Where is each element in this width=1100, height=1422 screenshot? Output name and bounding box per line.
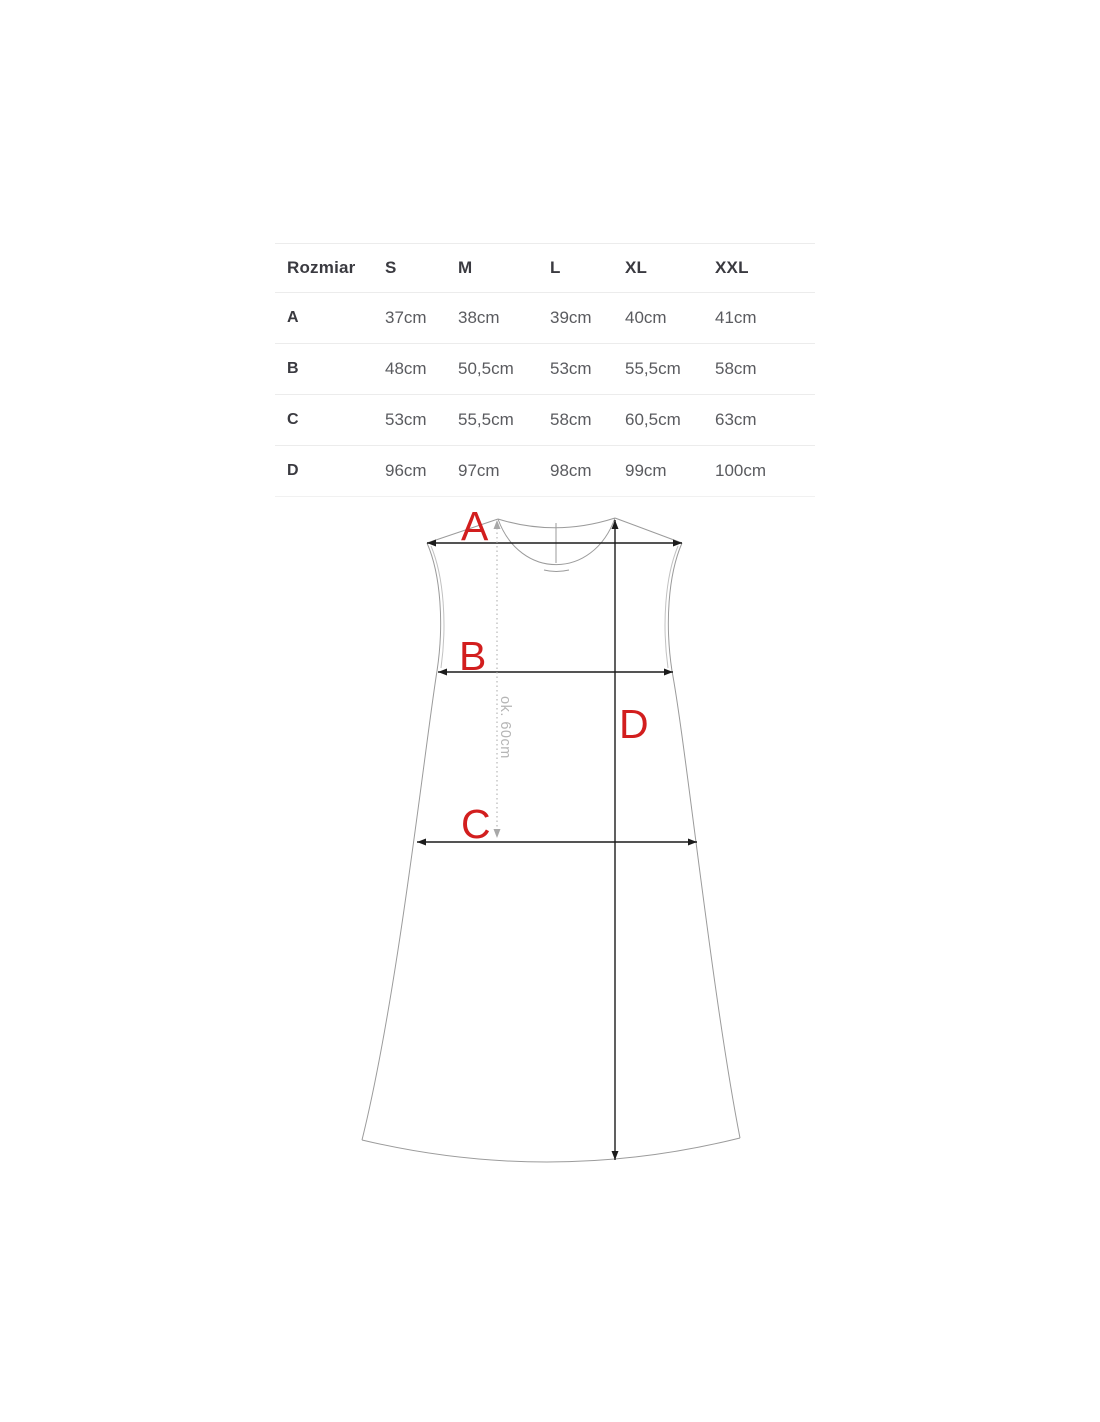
collar-dash bbox=[544, 570, 569, 572]
header-size-l: L bbox=[550, 258, 561, 277]
cell-c-s: 53cm bbox=[385, 410, 427, 429]
left-side-seam bbox=[362, 671, 437, 1140]
cell-c-xl: 60,5cm bbox=[625, 410, 681, 429]
size-table bbox=[275, 243, 815, 497]
approx-length-line bbox=[494, 520, 514, 838]
cell-d-m: 97cm bbox=[458, 461, 500, 480]
dotted-arrow-down bbox=[494, 829, 501, 838]
measure-label-b: B bbox=[459, 633, 487, 679]
table-row-a bbox=[275, 293, 815, 344]
cell-d-xl: 99cm bbox=[625, 461, 667, 480]
dress-diagram bbox=[280, 500, 840, 1200]
size-table-header-row bbox=[275, 244, 815, 293]
cell-c-m: 55,5cm bbox=[458, 410, 514, 429]
dotted-arrow-up bbox=[494, 520, 501, 529]
measure-label-d: D bbox=[619, 701, 649, 747]
dress-outline bbox=[362, 518, 740, 1162]
header-rozmiar: Rozmiar bbox=[287, 258, 356, 277]
cell-b-xl: 55,5cm bbox=[625, 359, 681, 378]
cell-c-l: 58cm bbox=[550, 410, 592, 429]
left-armhole bbox=[427, 543, 441, 671]
cell-b-xxl: 58cm bbox=[715, 359, 757, 378]
header-size-xxl: XXL bbox=[715, 258, 749, 277]
hem-curve bbox=[362, 1138, 740, 1162]
cell-b-s: 48cm bbox=[385, 359, 427, 378]
cell-b-l: 53cm bbox=[550, 359, 592, 378]
cell-a-m: 38cm bbox=[458, 308, 500, 327]
cell-a-l: 39cm bbox=[550, 308, 592, 327]
cell-c-xxl: 63cm bbox=[715, 410, 757, 429]
row-label-b: B bbox=[287, 360, 299, 377]
right-shoulder bbox=[615, 518, 682, 543]
cell-d-s: 96cm bbox=[385, 461, 427, 480]
cell-a-xl: 40cm bbox=[625, 308, 667, 327]
measure-label-a: A bbox=[461, 503, 489, 549]
table-row-b bbox=[275, 344, 815, 395]
header-size-s: S bbox=[385, 258, 397, 277]
header-size-m: M bbox=[458, 258, 473, 277]
measure-label-c: C bbox=[461, 801, 491, 847]
cell-b-m: 50,5cm bbox=[458, 359, 514, 378]
approx-length-note: ok. 60cm bbox=[497, 696, 513, 759]
row-label-d: D bbox=[287, 462, 299, 479]
row-label-c: C bbox=[287, 411, 299, 428]
cell-d-xxl: 100cm bbox=[715, 461, 767, 480]
row-label-a: A bbox=[287, 309, 299, 326]
right-side-seam bbox=[672, 671, 740, 1138]
cell-a-s: 37cm bbox=[385, 308, 427, 327]
right-armhole bbox=[668, 543, 682, 671]
cell-d-l: 98cm bbox=[550, 461, 592, 480]
table-row-d bbox=[275, 446, 815, 497]
header-size-xl: XL bbox=[625, 258, 648, 277]
table-row-c bbox=[275, 395, 815, 446]
left-armhole-inner bbox=[431, 546, 444, 668]
cell-a-xxl: 41cm bbox=[715, 308, 757, 327]
right-armhole-inner bbox=[665, 546, 678, 668]
measure-arrows bbox=[417, 520, 697, 1160]
